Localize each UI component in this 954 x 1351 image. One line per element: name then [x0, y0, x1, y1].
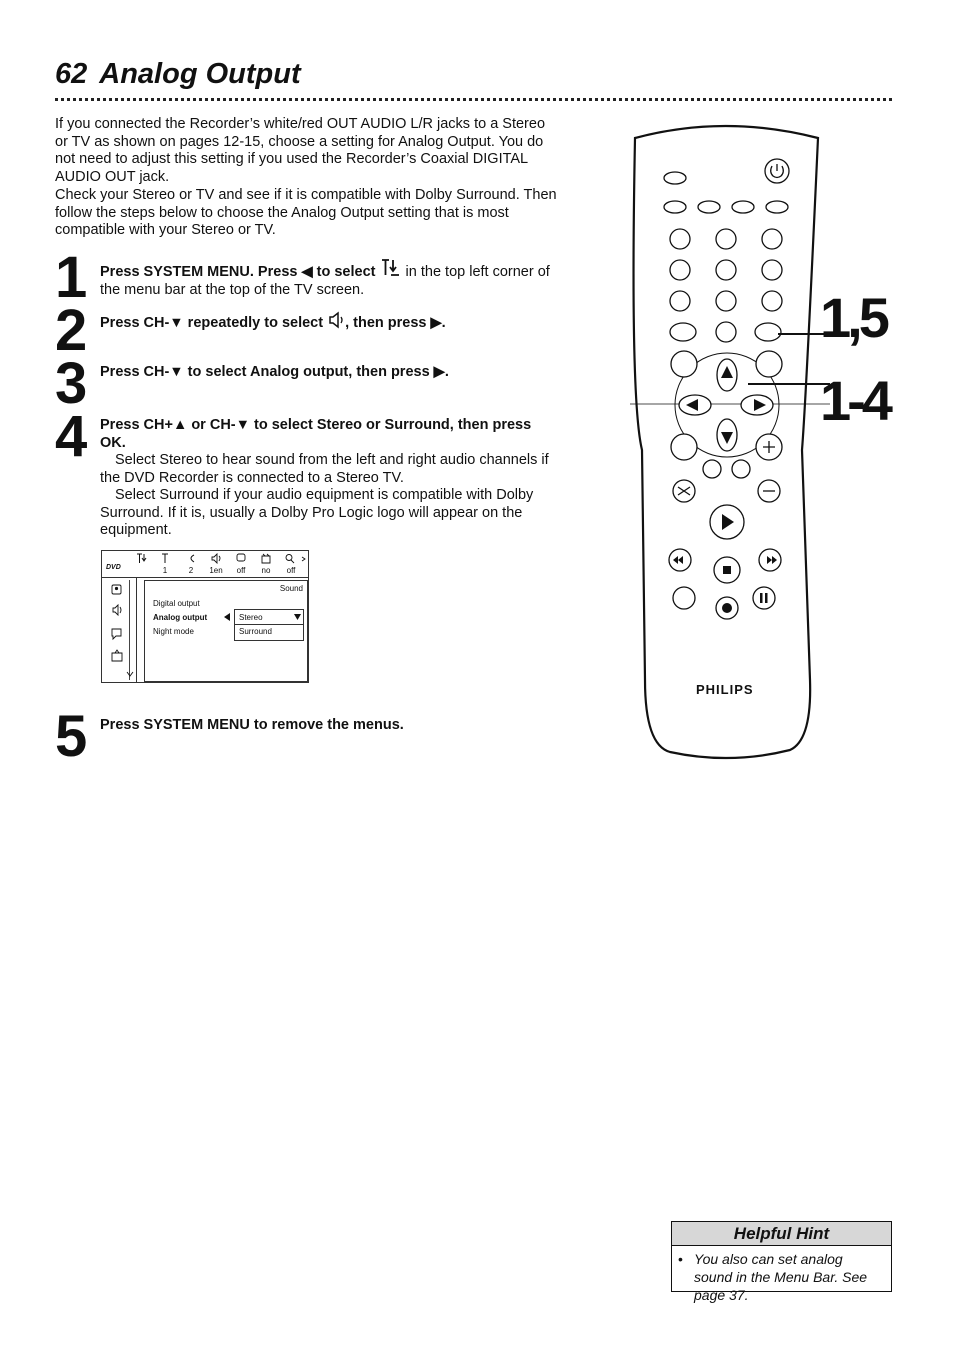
remote-body — [630, 120, 830, 765]
step-text — [100, 258, 560, 299]
page-number: 62 — [55, 58, 88, 90]
hint-body — [672, 1246, 891, 1304]
step-instruction: Press SYSTEM MENU. Press ◀ to select — [100, 264, 376, 280]
step-number: 5 — [55, 704, 86, 769]
step-detail: Select Stereo to hear sound from the left and right audio channels if the DVD Recorder is connected to a Stereo TV. — [100, 452, 549, 486]
dvd-logo: DVD — [106, 564, 121, 571]
bar-value: off — [286, 566, 296, 575]
panel-title: Sound — [279, 584, 303, 593]
brand-logo: PHILIPS — [696, 682, 754, 697]
option-surround: Surround — [239, 627, 272, 636]
helpful-hint-box — [671, 1221, 892, 1303]
option-stereo: Stereo — [239, 613, 263, 622]
step-text — [100, 311, 560, 333]
options-dropdown — [234, 609, 304, 641]
callout-1-4: 1-4 — [820, 369, 889, 432]
dotted-divider — [55, 98, 892, 101]
page-header — [55, 58, 301, 91]
step-number: 1 — [55, 245, 86, 310]
step-detail: Select Surround if your audio equipment is compatible with Dolby Surround. If it is, usually a Dolby Pro Logic logo will appear on the equipment. — [100, 487, 534, 538]
menu-bar — [102, 551, 308, 578]
menu-item-digital-output: Digital output — [153, 599, 200, 608]
intro-text — [55, 116, 560, 240]
step-number: 3 — [55, 351, 86, 416]
step-number: 4 — [55, 404, 86, 469]
step-text — [100, 364, 560, 382]
bar-value: no — [261, 566, 271, 575]
step-text — [100, 717, 560, 735]
remote-control — [630, 120, 830, 770]
menu-scrollbar — [129, 580, 136, 680]
hint-text: You also can set analog sound in the Menu Bar. See page 37. — [694, 1251, 868, 1303]
menu-item-analog-output: Analog output — [153, 613, 208, 622]
step-rest: in the top left corner of the menu bar at the top of the TV screen. — [100, 264, 550, 298]
step-number: 2 — [55, 298, 86, 363]
step-instruction: Press CH-▼ to select Analog output, then press ▶. — [100, 364, 449, 380]
bar-value: 2 — [188, 566, 194, 575]
hint-bullet: • — [678, 1251, 683, 1267]
speaker-icon — [327, 311, 345, 329]
bar-value: 1 — [162, 566, 168, 575]
step-rest: to remove the menus. — [249, 717, 404, 733]
step-instruction-end: , then press ▶. — [345, 315, 446, 331]
step-text — [100, 417, 560, 540]
step-instruction: Press CH+▲ or CH-▼ to select Stereo or Surround, then press OK. — [100, 417, 532, 451]
intro-paragraph: Check your Stereo or TV and see if it is compatible with Dolby Surround. Then follow the steps below to choose the Analog Output setting that is most compatible with your Stereo or TV. — [55, 186, 557, 239]
page-title: Analog Output — [99, 58, 301, 90]
arrow-left-icon — [223, 613, 231, 621]
arrow-down-icon — [126, 668, 134, 678]
bar-value: off — [236, 566, 246, 575]
arrow-down-icon — [294, 614, 301, 621]
menu-item-night-mode: Night mode — [153, 627, 194, 636]
menu-bar-icons — [136, 553, 306, 564]
settings-tools-icon — [380, 258, 402, 278]
callout-1-5: 1,5 — [820, 286, 886, 349]
menu-screenshot — [101, 550, 309, 683]
sound-panel — [144, 580, 308, 682]
bar-value: 1en — [209, 566, 223, 575]
step-instruction: Press CH-▼ repeatedly to select — [100, 315, 328, 331]
step-instruction: Press SYSTEM MENU — [100, 717, 250, 733]
hint-title: Helpful Hint — [672, 1222, 891, 1246]
intro-paragraph: If you connected the Recorder’s white/red OUT AUDIO L/R jacks to a Stereo or TV as shown on pages 12-15, choose a setting for Analog Output. You do not need to adjust this setting if you used the Recorder’s Coaxial DIGITAL AUDIO OUT jack. — [55, 116, 546, 186]
